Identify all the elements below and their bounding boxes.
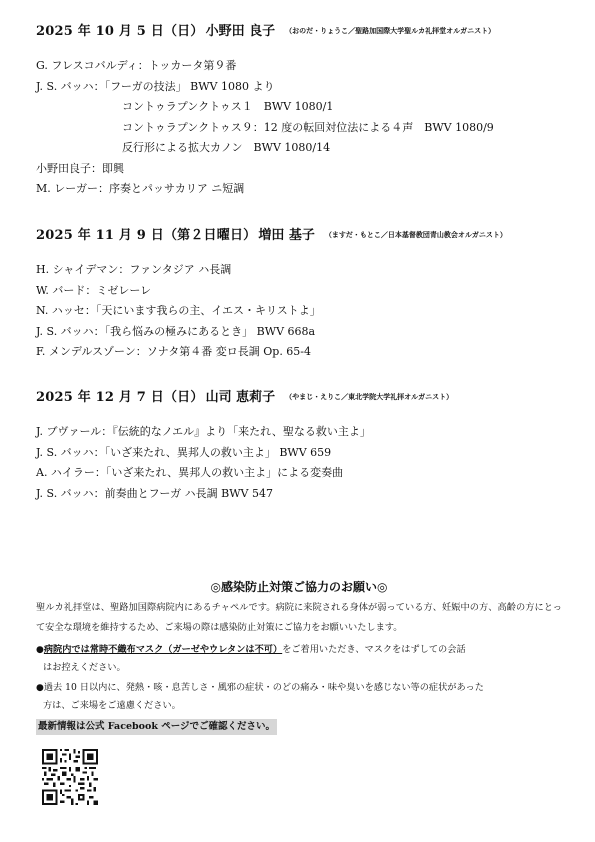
performer-name: 山司 恵莉子 xyxy=(205,390,276,405)
concert-date: 2025 年 12 月 7 日（日） xyxy=(36,390,204,405)
notice-body: 聖ルカ礼拝堂は、聖路加国際病院内にあるチャペルです。病院に来院される身体が弱っている方、妊娠中の方、高齢の方にとって安全な環境を維持するため、ご来場の際は感染防止対策にご協力をお願いいたします。 xyxy=(36,602,562,633)
program-list xyxy=(36,422,566,504)
latest-info-facebook: 最新情報は公式 Facebook ページでご確認ください。 xyxy=(36,719,277,735)
concert-section-november xyxy=(36,224,566,363)
concert-header xyxy=(36,386,566,408)
performer-name: 小野田 良子 xyxy=(205,24,276,39)
program-item: N. ハッセ：「天にいます我らの主、イエス・キリストよ」 xyxy=(36,304,321,317)
program-item: J. ブヴァール：『伝統的なノエル』より「来たれ、聖なる救い主よ」 xyxy=(36,425,371,438)
program-item: コントゥラプンクトゥス９：12 度の転回対位法による４声 BWV 1080/9 xyxy=(122,120,494,134)
program-item: 小野田良子：即興 xyxy=(36,161,124,175)
performer-note: （やまじ・えりこ／東北学院大学礼拝オルガニスト） xyxy=(285,392,454,401)
notice-bullet-mask xyxy=(36,641,562,676)
performer-note: （ますだ・もとこ／日本基督教団青山教会オルガニスト） xyxy=(324,230,507,239)
bullet-text-continued: はお控えください。 xyxy=(43,662,126,673)
infection-prevention-notice xyxy=(36,576,562,735)
notice-bullet-symptoms xyxy=(36,679,562,714)
qr-code[interactable] xyxy=(42,749,98,805)
program-item: M. レーガー：序奏とパッサカリア ニ短調 xyxy=(36,182,245,195)
concert-section-december xyxy=(36,386,566,504)
concert-date: 2025 年 11 月 9 日（第２日曜日） xyxy=(36,228,257,243)
notice-title: ◎感染防止対策ご協力のお願い◎ xyxy=(210,580,388,594)
bullet-marker: ● xyxy=(36,645,44,655)
program-list xyxy=(36,56,566,200)
program-item: F. メンデルスゾーン：ソナタ第４番 変ロ長調 Op. 65-4 xyxy=(36,345,312,358)
bullet-marker: ● xyxy=(36,683,44,693)
performer-note: （おのだ・りょうこ／聖路加国際大学聖ルカ礼拝堂オルガニスト） xyxy=(285,26,496,35)
program-item: H. シャイデマン：ファンタジア ハ長調 xyxy=(36,263,232,276)
program-list xyxy=(36,260,566,363)
program-item: J. S. バッハ：前奏曲とフーガ ハ長調 BWV 547 xyxy=(36,486,273,500)
bullet-text: 過去 10 日以内に、発熱・咳・息苦しさ・風邪の症状・のどの痛み・味や臭いを感じない等の症状があった xyxy=(43,682,484,693)
program-item: J. S. バッハ：「我ら悩みの極みにあるとき」 BWV 668a xyxy=(36,324,316,338)
concert-section-october xyxy=(36,20,566,200)
program-item: 反行形による拡大カノン BWV 1080/14 xyxy=(122,141,331,154)
concert-date: 2025 年 10 月 5 日（日） xyxy=(36,24,204,39)
program-item: J. S. バッハ：「フーガの技法」 BWV 1080 より xyxy=(36,79,275,93)
program-item: J. S. バッハ：「いざ来たれ、異邦人の救い主よ」 BWV 659 xyxy=(36,445,332,459)
program-item: コントゥラプンクトゥス１ BWV 1080/1 xyxy=(122,100,334,113)
program-item: W. バード：ミゼレーレ xyxy=(36,283,152,297)
mask-requirement: 病院内では常時不織布マスク（ガーゼやウレタンは不可） xyxy=(43,644,283,655)
bullet-text: をご着用いただき、マスクをはずしての会話 xyxy=(282,644,466,655)
program-item: A. ハイラー：「いざ来たれ、異邦人の救い主よ」による変奏曲 xyxy=(36,466,344,479)
bullet-text-continued: 方は、ご来場をご遠慮ください。 xyxy=(43,700,181,711)
concert-header xyxy=(36,224,566,246)
performer-name: 増田 基子 xyxy=(258,228,315,243)
program-item: G. フレスコバルディ：トッカータ第９番 xyxy=(36,59,237,72)
concert-header xyxy=(36,20,566,42)
